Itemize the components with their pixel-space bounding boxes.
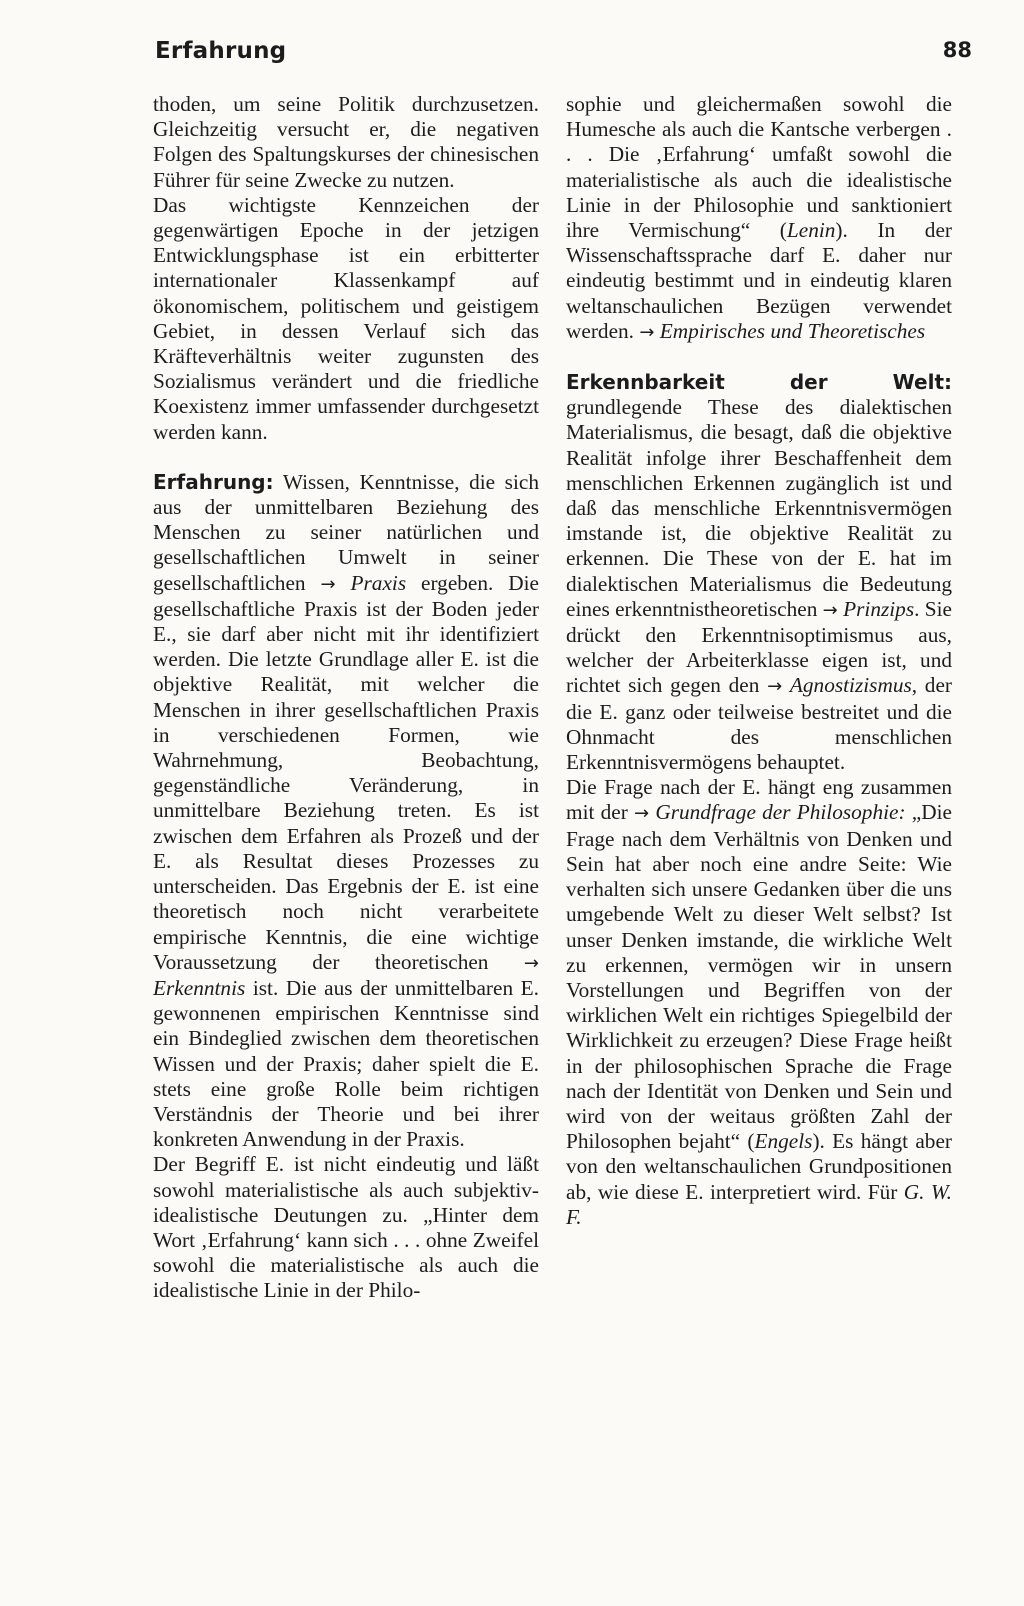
cross-reference-arrow-icon: →	[320, 573, 336, 595]
cross-reference-empirisches[interactable]: Empirisches und Theoretisches	[659, 318, 926, 343]
entry-text: , der die E. ganz oder teilweise bestreitet und die Ohnmacht des menschlichen Erkenntnisvermögens behauptet.	[566, 673, 952, 775]
paragraph-continuation	[566, 92, 952, 345]
paragraph-begriff: Der Begriff E. ist nicht eindeutig und läßt sowohl materialistische als auch subjektiv-idealistische Deutungen zu. „Hinter dem Wort ‚Erfahrung‘ kann sich . . . ohne Zweifel sowohl die materialistische als auch die idealistische Linie in der Philo-	[153, 1152, 539, 1303]
cross-reference-arrow-icon: →	[639, 321, 655, 343]
cross-reference-arrow-icon: →	[634, 803, 650, 825]
entry-text: „Die Frage nach dem Verhältnis von Denken und Sein hat aber noch eine andre Seite: Wie verhalten sich unsere Gedanken über die uns umgebende Welt zu dieser Welt selbst? Ist unser Denken imstande, die wirkliche Welt zu erkennen, vermögen wir in unsern Vorstellungen und Begriffen von der wirklichen Welt ein richtiges Spiegelbild der Wirklichkeit zu erzeugen? Diese Frage heißt in der philosophischen Sprache die Frage nach der Identität von Denken und Sein und wird von der weitaus größten Zahl der Philosophen bejaht“ (	[566, 800, 952, 1154]
author-citation: Lenin	[786, 218, 836, 243]
entry-erkennbarkeit	[566, 370, 952, 775]
person-name: G. W. F.	[566, 1179, 952, 1229]
right-column	[566, 92, 952, 1230]
paragraph-epoch: Das wichtigste Kennzeichen der gegenwärtigen Epoche in der jetzigen Entwicklungsphase ist ein erbitterter internationaler Klassenkampf auf ökonomischem, politischem und geistigem Gebiet, in dessen Verlauf sich das Kräfteverhältnis weiter zugunsten des Sozialismus verändert und die friedliche Koexistenz immer umfassender durchgesetzt werden kann.	[153, 192, 539, 444]
entry-text: ergeben. Die gesellschaftliche Praxis ist der Boden jeder E., sie darf aber nicht mit ihr identifiziert werden. Die letzte Grundlage aller E. ist die objektive Realität, mit welcher die Menschen in ihrer gesellschaftlichen Praxis in verschiedenen Formen, wie Wahrnehmung, Beobachtung, gegenständliche Veränderung, in unmittelbare Beziehung treten. Es ist zwischen dem Erfahren als Prozeß und der E. als Resultat dieses Prozesses zu unterscheiden. Das Ergebnis der E. ist eine theoretisch noch nicht verarbeitete empirische Kenntnis, die eine wichtige Voraussetzung der theoretischen	[153, 570, 540, 974]
cross-reference-prinzips[interactable]: Prinzips	[843, 596, 915, 621]
entry-text: ). Es hängt aber von den weltanschaulichen Grundpositionen ab, wie diese E. interpretiert wird. Für	[566, 1129, 952, 1204]
entry-erfahrung	[153, 470, 539, 1152]
entry-text: ist. Die aus der unmittelbaren E. gewonnenen empirischen Kenntnisse sind ein Bindeglied zwischen dem theoretischen Wissen und der Praxis; daher spielt die E. stets eine große Rolle beim richtigen Verständnis der Theorie und bei ihrer konkreten Anwendung in der Praxis.	[153, 975, 539, 1152]
left-column	[153, 92, 539, 1304]
page-header-title: Erfahrung	[155, 38, 287, 64]
entry-text: Die Frage nach der E. hängt eng zusammen mit der	[566, 775, 952, 825]
cross-reference-praxis[interactable]: Praxis	[350, 570, 407, 595]
entry-text: ). In der Wissenschaftssprache darf E. daher nur eindeutig bestimmt und in eindeutig klaren weltanschaulichen Bezügen verwendet werden.	[566, 218, 952, 343]
cross-reference-grundfrage[interactable]: Grundfrage der Philosophie:	[655, 800, 906, 825]
author-citation: Engels	[754, 1129, 813, 1154]
cross-reference-erkenntnis[interactable]: Erkenntnis	[153, 975, 246, 1000]
entry-text: Wissen, Kenntnisse, die sich aus der unmittelbaren Beziehung des Menschen zu seiner natürlichen und gesellschaftlichen Umwelt in seiner gesellschaftlichen	[153, 469, 539, 595]
cross-reference-arrow-icon: →	[822, 599, 838, 621]
paragraph-grundfrage	[566, 775, 952, 1230]
cross-reference-arrow-icon: →	[767, 676, 783, 698]
entry-term-erkennbarkeit: Erkennbarkeit der Welt:	[566, 370, 952, 395]
page-number: 88	[942, 38, 972, 62]
paragraph-continuation: thoden, um seine Politik durchzusetzen. Gleichzeitig versucht er, die negativen Folgen des Spaltungskurses der chinesischen Führer für seine Zwecke zu nutzen.	[153, 92, 539, 192]
entry-text: sophie und gleichermaßen sowohl die Humesche als auch die Kantsche verbergen . . . Die ‚Erfahrung‘ umfaßt sowohl die materialistische als auch die idealistische Linie in der Philosophie und sanktioniert ihre Vermischung“ (	[566, 92, 952, 243]
entry-term-erfahrung: Erfahrung:	[153, 469, 274, 494]
entry-text: grundlegende These des dialektischen Materialismus, die besagt, daß die objektive Realität infolge ihrer Beschaffenheit dem menschlichen Erkennen zugänglich ist und daß das menschliche Erkenntnisvermögen imstande ist, die objektive Realität zu erkennen. Die These von der E. hat im dialektischen Materialismus die Bedeutung eines erkenntnistheoretischen	[566, 395, 952, 621]
cross-reference-agnostizismus[interactable]: Agnostizismus	[789, 673, 912, 698]
cross-reference-arrow-icon: →	[523, 952, 539, 974]
entry-text: . Sie drückt den Erkenntnisoptimismus aus, welcher der Arbeiterklasse eigen ist, und richtet sich gegen den	[566, 596, 952, 698]
